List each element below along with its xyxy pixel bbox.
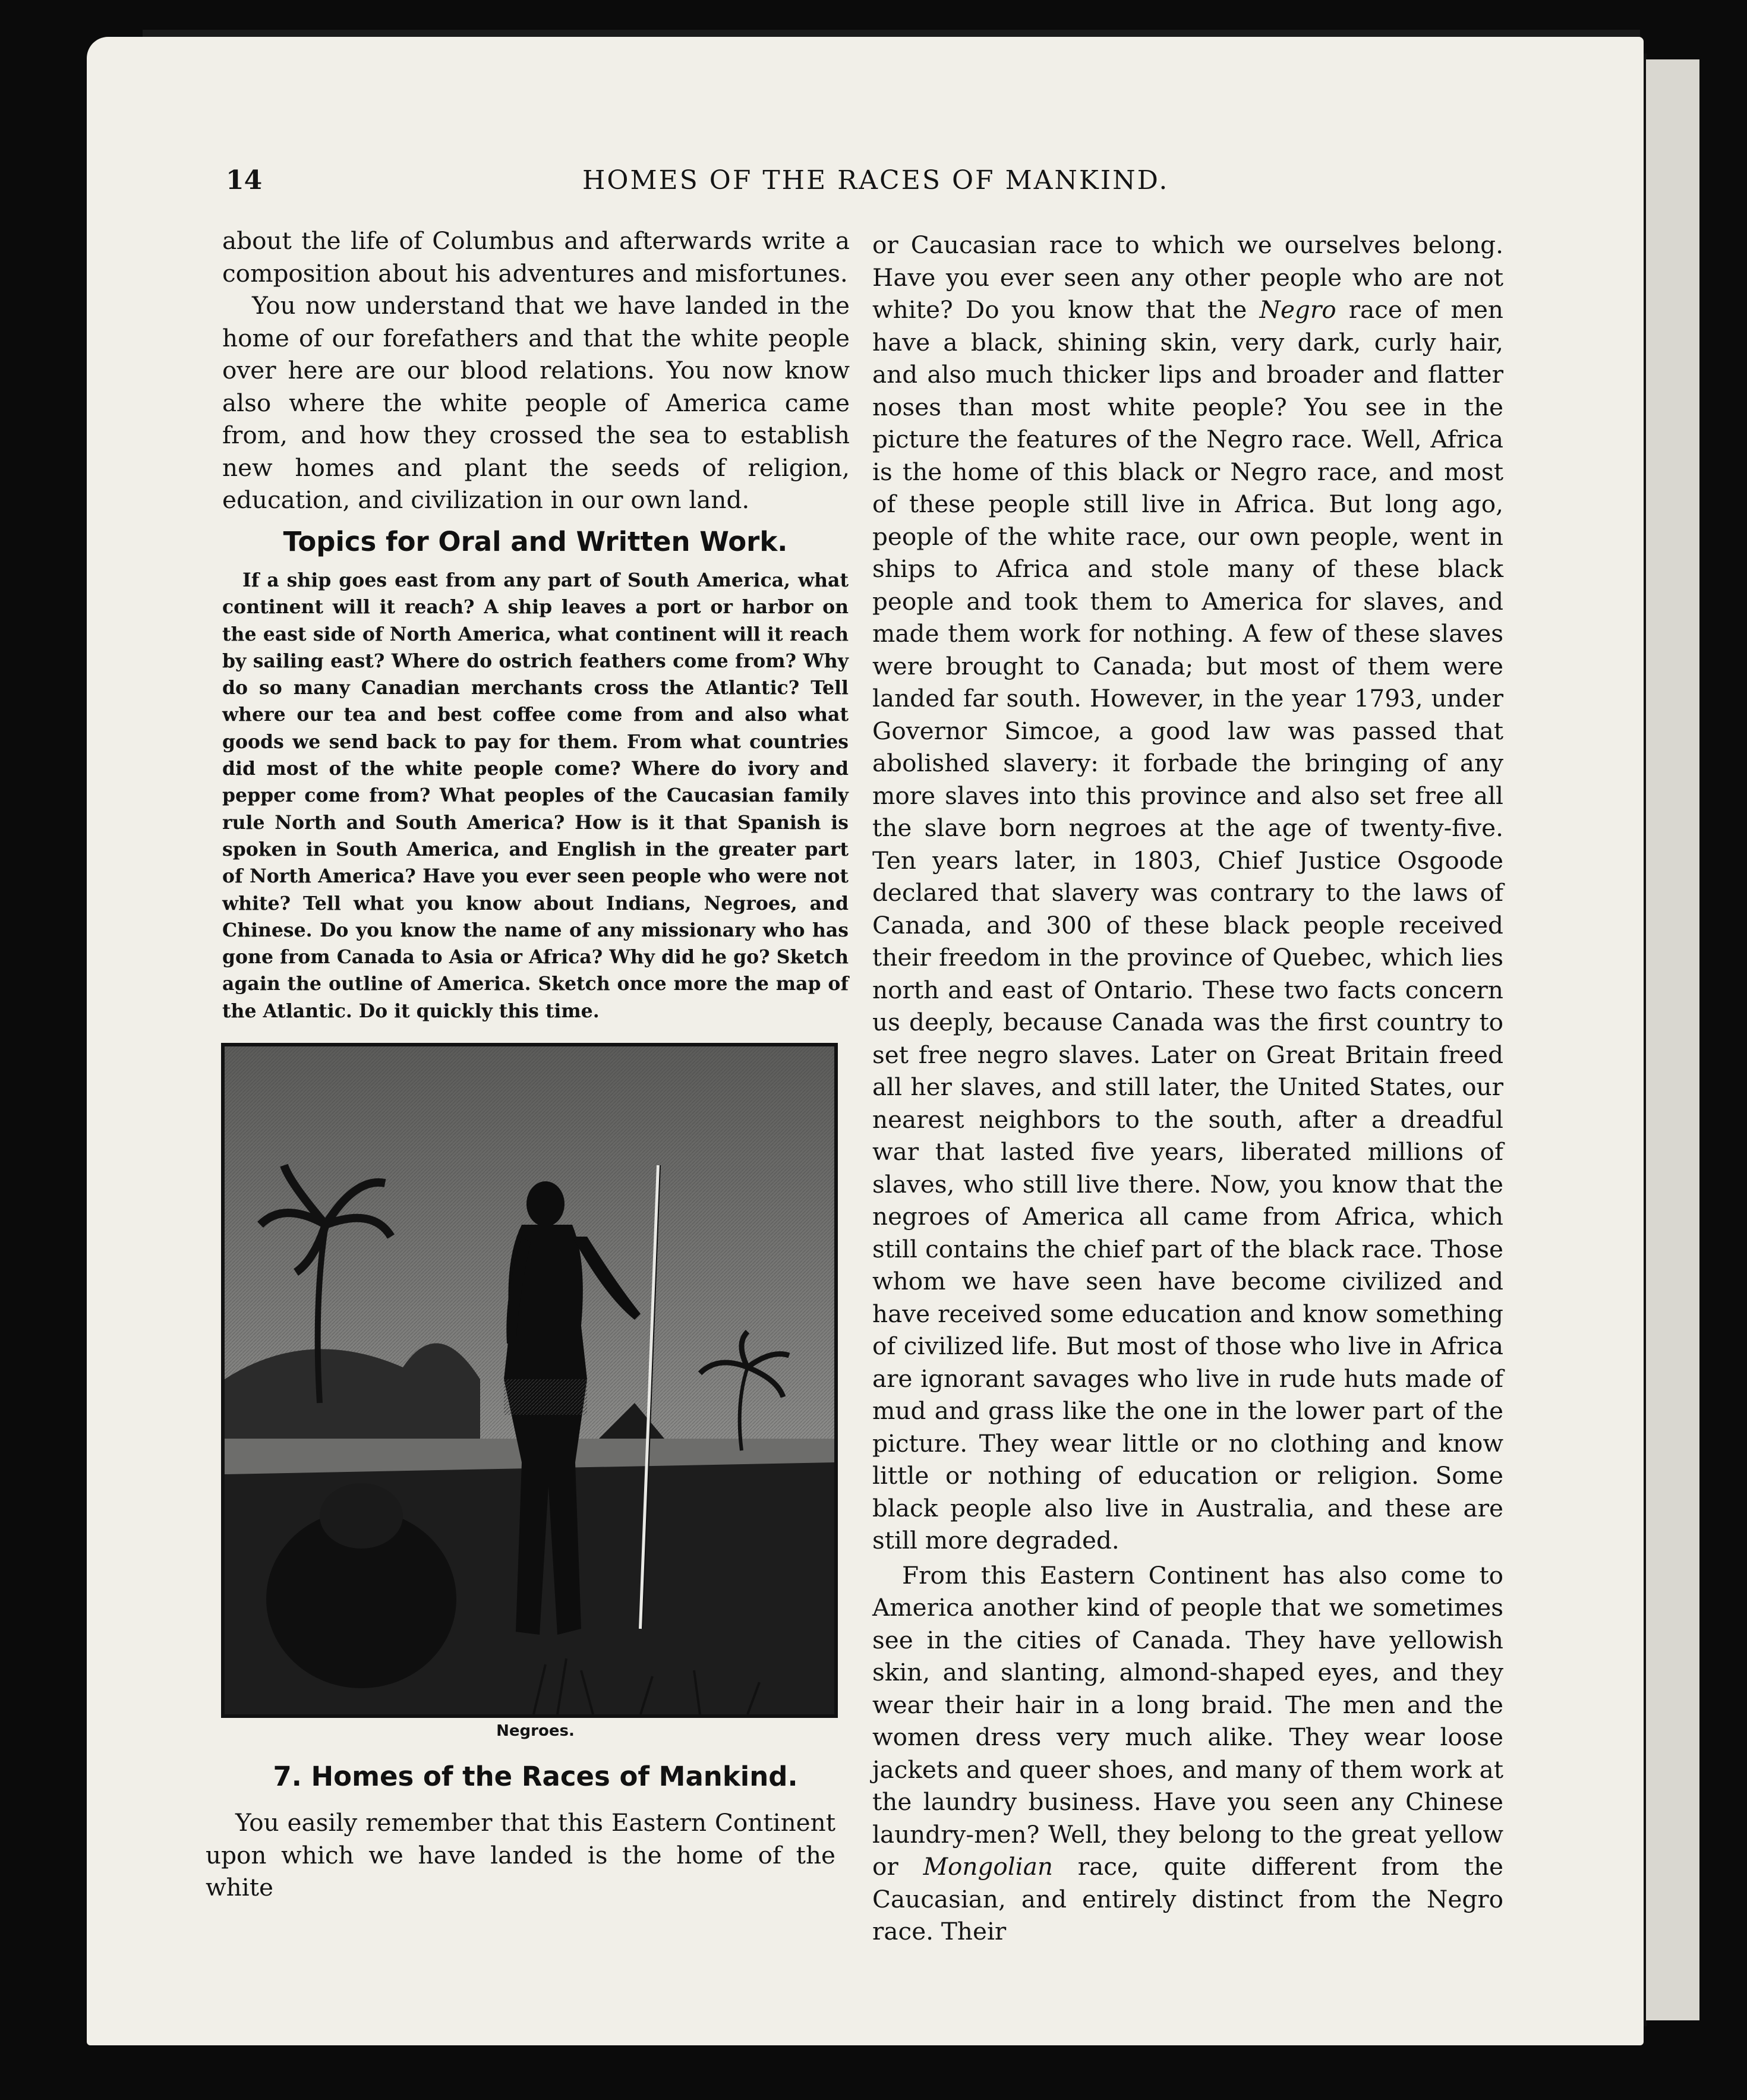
section-paragraph: [206, 1806, 835, 1904]
running-title: HOMES OF THE RACES OF MANKIND.: [582, 165, 1169, 196]
negroes-illustration: [221, 1043, 838, 1718]
right-column: [872, 229, 1503, 1948]
running-header: [226, 165, 1593, 201]
facing-page-edge: [1646, 59, 1699, 2020]
negro-italic: Negro: [1259, 295, 1336, 324]
para1-part-b: race of men have a black, shining skin, very dark, curly hair, and also much thicker lips and broader and flatter noses than most white people? You see in the picture the features of the Negro race. Well, Africa is the home of this black or Negro race, and most of these people still live in Africa. But long ago, people of the white race, our own people, went in ships to Africa and stole many of these black people and took them to America for slaves, and made them work for nothing. A few of these slaves were brought to Canada; but most of them were landed far south. However, in the year 1793, under Governor Simcoe, a good law was passed that abolished slavery: it forbade the bringing of any more slaves into this province and also set free all the slave born negroes at the age of twenty-five. Ten years later, in 1803, Chief Justice Osgoode declared that slavery was contrary to the laws of Canada, and 300 of these black people received their freedom in the province of Quebec, which lies north and east of Ontario. These two facts concern us deeply, because Canada was the first country to set free negro slaves. Later on Great Britain freed all her slaves, and still later, the United States, our nearest neighbors to the south, after a dreadful war that lasted five years, liberated millions of slaves, who still live there. Now, you know that the negroes of America all came from Africa, which still contains the chief part of the black race. Those whom we have seen have become civilized and have received some education and know something of civilized life. But most of those who live in Africa are ignorant savages who live in rude huts made of mud and grass like the one in the lower part of the picture. They wear little or no clothing and know little or nothing of education or religion. Some black people also live in Australia, and these are still more degraded.: [872, 295, 1503, 1554]
figure-caption: Negroes.: [496, 1722, 575, 1740]
page-number: 14: [226, 165, 263, 196]
para2-part-b: race, quite different from the Caucasian, and entirely distinct from the Negro race. Their: [872, 1852, 1504, 1946]
section-text: You easily remember that this Eastern Continent upon which we have landed is the home of the white: [206, 1808, 835, 1902]
para2-part-a: From this Eastern Continent has also come to America another kind of people that we sometimes see in the cities of Canada. They have yellowish skin, and slanting, almond-shaped eyes, and they wear their hair in a long braid. The men and the women dress very much alike. They wear loose jackets and queer shoes, and many of them work at the laundry business. Have you seen any Chinese laundry-men? Well, they belong to the great yellow or: [872, 1560, 1503, 1881]
left-intro-paragraph: [222, 225, 850, 516]
section-heading: 7. Homes of the Races of Mankind.: [273, 1761, 798, 1792]
para2-text: You now understand that we have landed in the home of our forefathers and that the white people over here are our blood relations. You now know also where the white people of America came from, and how they crossed the sea to establish new homes and plant the seeds of religion, education, and civilization in our own land.: [222, 291, 850, 514]
right-paragraph-1: [872, 229, 1503, 1557]
right-paragraph-2: [872, 1559, 1503, 1948]
intro-text: about the life of Columbus and afterwards write a composition about his adventures and misfortunes.: [222, 226, 850, 288]
waist-cloth: [504, 1379, 587, 1415]
topics-paragraph: If a ship goes east from any part of South America, what continent will it reach? A ship leaves a port or harbor on the east side of North America, what continent will it reach by sailing east? Where do ostrich feathers come from? Why do so many Canadian merchants cross the Atlantic? Tell where our tea and best coffee come from and also what goods we send back to pay for them. From what countries did most of the white people come? Where do ivory and pepper come from? What peoples of the Caucasian family rule North and South America? How is it that Spanish is spoken in South America, and English in the greater part of North America? Have you ever seen people who were not white? Tell what you know about Indians, Negroes, and Chinese. Do you know the name of any missionary who has gone from Canada to Asia or Africa? Why did he go? Sketch again the outline of America. Sketch once more the map of the Atlantic. Do it quickly this time.: [222, 569, 849, 1022]
illustration-drawing: [225, 1046, 834, 1714]
para1-part-a: or Caucasian race to which we ourselves belong. Have you ever seen any other people who are not white? Do you know that the: [872, 231, 1503, 324]
mongolian-italic: Mongolian: [923, 1852, 1053, 1881]
topics-heading: Topics for Oral and Written Work.: [283, 526, 788, 557]
